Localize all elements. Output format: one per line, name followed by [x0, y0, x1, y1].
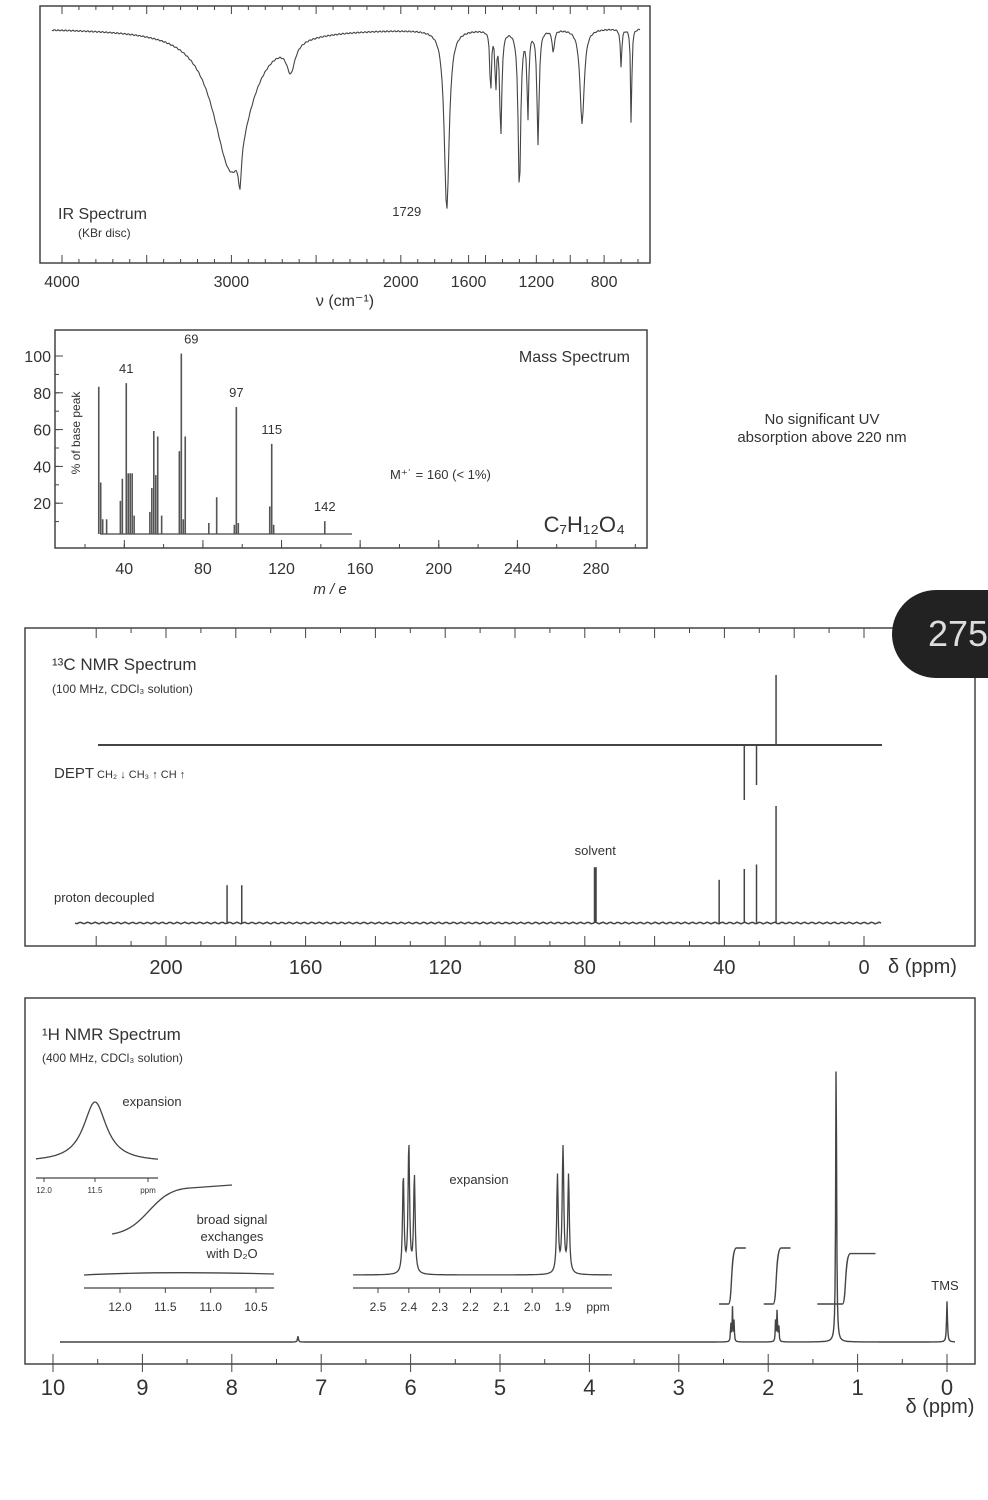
ms-x-axis-label: m / e [313, 581, 347, 598]
h1-small-tick-label: 11.5 [87, 1186, 103, 1195]
ir-tick-label: 2000 [383, 274, 419, 291]
h1-broad-tick-label: 11.5 [154, 1300, 177, 1314]
h1-expansion-tick-label: 1.9 [554, 1300, 572, 1314]
ir-tick-label: 1600 [450, 274, 487, 291]
h1-tick-label: 8 [225, 1375, 238, 1400]
h1-tick-label: 1 [851, 1375, 864, 1400]
uv-note-line-1: No significant UV [764, 411, 880, 428]
ir-tick-label: 800 [590, 274, 618, 291]
ir-tick-label: 4000 [44, 274, 80, 291]
ir-peak-annotation: 1729 [392, 204, 422, 219]
h1-tick-label: 0 [940, 1375, 954, 1400]
h1-broad-trace [84, 1273, 274, 1275]
ir-x-axis-label: ν (cm⁻¹) [315, 293, 375, 310]
h1-expansion-tick-label: 2.5 [369, 1300, 387, 1314]
h1-broad-tick-label: 12.0 [108, 1300, 132, 1314]
ms-y-tick-label: 20 [33, 496, 51, 514]
ms-x-tick-label: 280 [582, 561, 610, 578]
ms-peak-label-142: 142 [313, 499, 336, 515]
ms-y-tick-label: 60 [33, 422, 51, 440]
c13-tick-label: 40 [713, 957, 736, 979]
h1-title: ¹H NMR Spectrum [42, 1025, 181, 1044]
c13-decoupled-label: proton decoupled [54, 890, 155, 905]
h1-tms-label: TMS [931, 1278, 959, 1293]
h1-expansion-label: expansion [449, 1172, 509, 1187]
ms-x-tick-label: 200 [425, 561, 453, 578]
c13-tick-label: 160 [288, 957, 323, 979]
h1-broad-tick-label: 10.5 [244, 1300, 268, 1314]
c13-tick-label: 120 [428, 957, 462, 979]
c13-x-axis-label: δ (ppm) [888, 956, 957, 978]
ir-title: IR Spectrum [58, 206, 147, 223]
uv-note-line-2: absorption above 220 nm [737, 429, 907, 446]
c13-frame [25, 628, 975, 946]
c13-tick-label: 80 [573, 957, 596, 979]
h1-expansion-tick-label: 2.4 [400, 1300, 418, 1314]
h1-tick-label: 4 [583, 1375, 596, 1400]
h1-integral-0 [719, 1248, 746, 1304]
c13-subtitle: (100 MHz, CDCl₃ solution) [52, 682, 193, 696]
ms-x-tick-label: 120 [268, 561, 295, 578]
ms-y-tick-label: 100 [24, 349, 51, 366]
ms-y-axis-label: % of base peak [69, 391, 83, 475]
ir-tick-label: 3000 [213, 274, 250, 291]
h1-expansion-tick-label: 2.0 [523, 1300, 541, 1314]
h1-expansion-tick-label: 2.3 [431, 1300, 449, 1314]
ms-x-tick-label: 80 [194, 561, 212, 578]
c13-tick-label: 200 [149, 957, 183, 979]
c13-title: ¹³C NMR Spectrum [52, 655, 197, 674]
ms-x-tick-label: 160 [346, 561, 374, 578]
ms-formula: C₇H₁₂O₄ [543, 512, 625, 537]
ms-molecular-ion: M⁺˙ = 160 (< 1%) [390, 467, 491, 482]
ms-y-tick-label: 80 [33, 385, 51, 403]
ms-title: Mass Spectrum [518, 349, 630, 366]
c13-solvent-label: solvent [574, 843, 616, 858]
ir-trace [52, 29, 640, 208]
h1-expansion-tick-label: 2.1 [492, 1300, 510, 1314]
h1-tick-label: 6 [404, 1375, 417, 1400]
h1-tick-label: 9 [136, 1375, 149, 1400]
c13-tick-label: 0 [858, 957, 870, 979]
ms-peak-label-69: 69 [184, 331, 199, 347]
ir-tick-label: 1200 [518, 274, 555, 291]
ms-peak-label-41: 41 [119, 361, 134, 377]
h1-small-label: expansion [122, 1094, 182, 1109]
page-number-badge[interactable] [892, 590, 988, 678]
h1-tick-label: 10 [40, 1375, 66, 1400]
h1-small-tick-label: ppm [140, 1186, 156, 1195]
ms-peak-label-97: 97 [229, 385, 244, 401]
c13-decoupled-baseline [75, 922, 881, 924]
h1-x-axis-label: δ (ppm) [905, 1396, 975, 1418]
h1-subtitle: (400 MHz, CDCl₃ solution) [42, 1051, 183, 1065]
h1-expansion-tick-label: 2.2 [462, 1300, 479, 1314]
h1-integral-1 [764, 1248, 791, 1304]
h1-expansion-unit: ppm [586, 1300, 610, 1314]
h1-tick-label: 3 [672, 1375, 685, 1400]
ms-peak-label-115: 115 [261, 421, 283, 437]
c13-dept-label: DEPT [54, 765, 95, 782]
page-number: 275 [928, 613, 988, 654]
ms-y-tick-label: 40 [33, 459, 51, 477]
h1-broad-label-0: broad signal [196, 1212, 268, 1227]
ms-x-tick-label: 40 [115, 561, 134, 578]
h1-broad-label-2: with D₂O [206, 1246, 258, 1261]
h1-broad-tick-label: 11.0 [199, 1300, 222, 1314]
c13-dept-legend: CH₂ ↓ CH₃ ↑ CH ↑ [97, 769, 186, 781]
h1-integral-2 [817, 1254, 875, 1304]
ir-frame [40, 6, 650, 263]
h1-expansion-trace [353, 1145, 612, 1275]
h1-tick-label: 7 [315, 1375, 328, 1400]
h1-small-tick-label: 12.0 [36, 1186, 52, 1195]
h1-tick-label: 2 [762, 1375, 775, 1400]
ms-x-tick-label: 240 [504, 561, 531, 578]
ir-subtitle: (KBr disc) [78, 226, 131, 240]
h1-small-trace [36, 1102, 158, 1159]
h1-broad-label-1: exchanges [200, 1229, 264, 1244]
h1-tick-label: 5 [493, 1375, 507, 1400]
